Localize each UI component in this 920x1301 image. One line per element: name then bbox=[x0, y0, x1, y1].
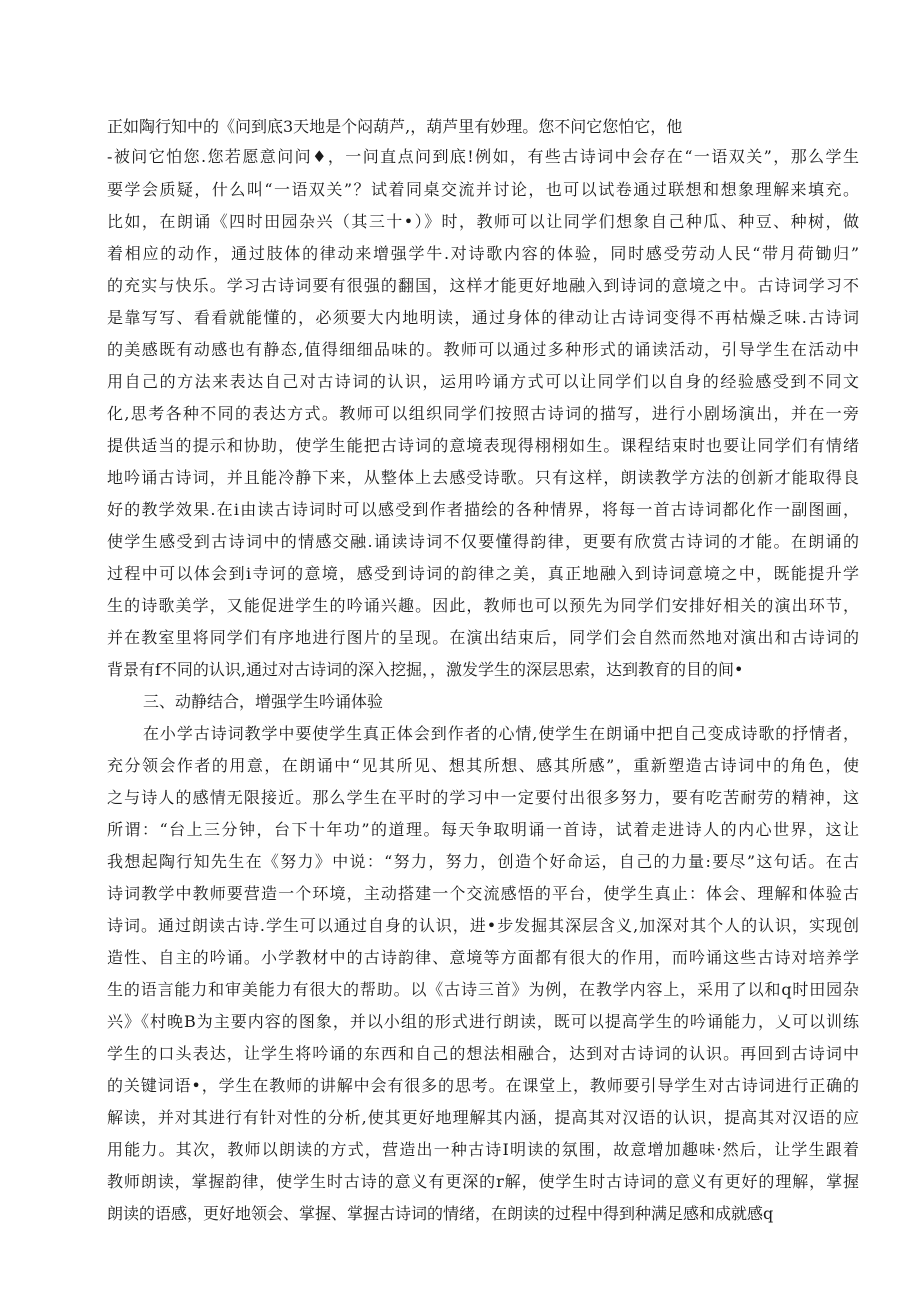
paragraph-line: 诗词。通过朗读古诗.学生可以通过自身的认识，进•步发掘其深层含义,加深对其个人的认识，实现创 bbox=[107, 916, 859, 935]
paragraph-line: 过程中可以体会到i寺诃的意境，感受到诗词的韵律之美，真正地融入到诗词意境之中，既能提升学 bbox=[107, 564, 859, 583]
paragraph-line: 要学会质疑，什么叫“一语双关”？试着同桌交流并讨论，也可以试卷通过联想和想象理解来填充。 bbox=[107, 180, 859, 199]
paragraph-line: 比如，在朗诵《四时田园杂兴（其三十•）》时，教师可以让同学们想象自己种瓜、种豆、种树，做 bbox=[107, 212, 859, 231]
paragraph-line: 造性、自主的吟诵。小学教材中的古诗韵律、意境等方面都有很大的作用，而吟诵这些古诗对培养学 bbox=[107, 948, 859, 967]
paragraph-line: 所谓：“台上三分钟，台下十年功”的道理。每天争取明诵一首诗，试着走进诗人的内心世界，这让 bbox=[107, 820, 859, 839]
paragraph-line: 教师朗读，掌握韵律，使学生时古诗的意义有更深的r解，使学生时古诗词的意义有更好的理解，掌握 bbox=[107, 1172, 859, 1191]
paragraph-line: 解读，并对其进行有针对性的分析,使其更好地理解其内涵，提高其对汉语的认识，提高其对汉语的应 bbox=[107, 1108, 859, 1127]
paragraph-line: 化,思考各种不同的表达方式。教师可以组织同学们按照古诗词的描写，进行小剧场演出，并在一旁 bbox=[107, 404, 859, 423]
paragraph-line: 我想起陶行知先生在《努力》中说：“努力，努力，创造个好命运，自己的力量:要尽”这句话。在古 bbox=[107, 852, 859, 871]
paragraph-line: 是靠写写、看看就能懂的，必须要大内地明读，通过身体的律动让古诗词变得不再枯燥乏味.古诗词 bbox=[107, 308, 859, 327]
paragraph-line: 生的诗歌美学，又能促进学生的吟诵兴趣。因此，教师也可以预先为同学们安排好相关的演出环节， bbox=[107, 596, 859, 615]
paragraph-line: 提供适当的提示和协助，使学生能把古诗词的意境表现得栩栩如生。课程结束时也要让同学们有情绪 bbox=[107, 436, 859, 455]
paragraph-line: 在小学古诗词教学中要使学生真正体会到作者的心情,使学生在朗诵中把自己变成诗歌的抒情者， bbox=[143, 724, 859, 743]
section-heading: 三、动静结合，增强学生吟诵体验 bbox=[143, 692, 384, 711]
paragraph-line: 背景有f不同的认识,通过对古诗词的深入挖掘，，激发学生的深层思索，达到教育的目的间• bbox=[107, 660, 744, 679]
paragraph-line: 的关键词语•，学生在教师的讲解中会有很多的思考。在课堂上，教师要引导学生对古诗词进行正确的 bbox=[107, 1076, 859, 1095]
paragraph-line: 诗词教学中教师要营造一个环境，主动搭建一个交流感悟的平台，使学生真止：体会、理解和体验古 bbox=[107, 884, 859, 903]
paragraph-line: 生的语言能力和审美能力有很大的帮助。以《古诗三首》为例，在教学内容上，采用了以和q时田园杂 bbox=[107, 980, 859, 999]
paragraph-line: 着相应的动作，通过肢体的律动来增强学牛.对诗歌内容的体验，同时感受劳动人民“带月荷锄归” bbox=[107, 244, 859, 263]
paragraph-line: 正如陶行知中的《问到底3天地是个闷葫芦,，葫芦里有妙理。您不问它您怕它，他 bbox=[107, 117, 683, 136]
paragraph-line: 的美感既有动感也有静态,值得细细品味的。教师可以通过多种形式的诵读活动，引导学生在活动中 bbox=[107, 340, 859, 359]
paragraph-line: -被问它怕您.您若愿意问问♦，一问直点问到底!例如，有些古诗词中会存在“一语双关”，那么学生 bbox=[107, 147, 859, 166]
paragraph-line: 使学生感受到古诗词中的情感交融.诵读诗词不仅要懂得韵律，更要有欣赏古诗词的才能。在朗诵的 bbox=[107, 532, 859, 551]
paragraph-line: 地吟诵古诗词，并且能冷静下来，从整体上去感受诗歌。只有这样，朗读教学方法的创新才能取得良 bbox=[107, 468, 859, 487]
paragraph-line: 朗读的语感，更好地领会、掌握、掌握古诗词的情绪，在朗读的过程中得到种满足感和成就感q bbox=[107, 1204, 774, 1223]
paragraph-line: 的充实与快乐。学习古诗词要有很强的翻国，这样才能更好地融入到诗词的意境之中。古诗词学习不 bbox=[107, 276, 859, 295]
paragraph-line: 学生的口头表达，让学生将吟诵的东西和自己的想法相融合，达到对古诗词的认识。再回到古诗词中 bbox=[107, 1044, 859, 1063]
paragraph-line: 兴》《村晚B为主要内容的图象，并以小组的形式进行朗读，既可以提高学生的吟诵能力，乂可以训练 bbox=[107, 1012, 859, 1031]
paragraph-line: 并在教室里将同学们有序地进行图片的呈现。在演出结束后，同学们会自然而然地对演出和古诗词的 bbox=[107, 628, 859, 647]
paragraph-line: 好的教学效果.在i由读古诗词时可以感受到作者描绘的各种情界，将每一首古诗词都化作一副图画， bbox=[107, 500, 859, 519]
paragraph-line: 用能力。其次，教师以朗读的方式，营造出一种古诗I明读的氛围，故意增加趣味·然后，让学生跟着 bbox=[107, 1140, 859, 1159]
paragraph-line: 之与诗人的感情无限接近。那么学生在平时的学习中一定要付出很多努力，要有吃苦耐劳的精神，这 bbox=[107, 788, 859, 807]
paragraph-line: 充分领会作者的用意，在朗诵中“见其所见、想其所想、感其所感”，重新塑造古诗词中的角色，使 bbox=[107, 756, 859, 775]
paragraph-line: 用自己的方法来表达自己对古诗词的认识，运用吟诵方式可以让同学们以自身的经验感受到不同文 bbox=[107, 372, 859, 391]
